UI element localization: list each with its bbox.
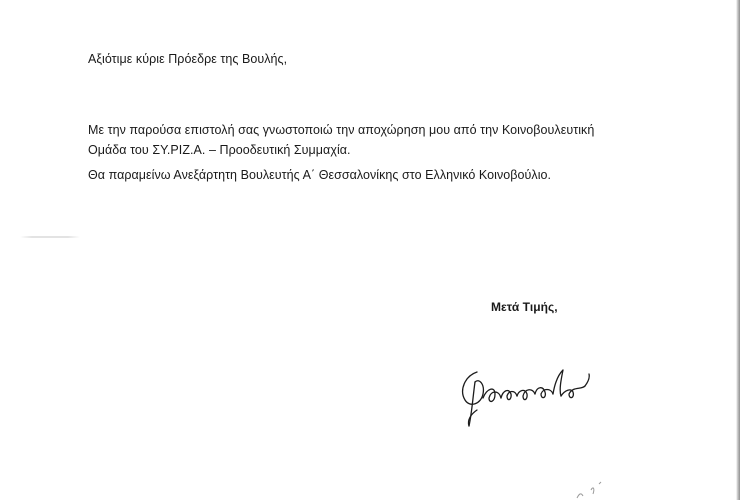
salutation: Αξιότιμε κύριε Πρόεδρε της Βουλής, xyxy=(88,52,288,66)
handwritten-signature xyxy=(455,360,605,430)
paragraph-2: Θα παραμείνω Ανεξάρτητη Βουλευτής Α΄ Θεσσαλονίκης στο Ελληνικό Κοινοβούλιο. xyxy=(88,168,552,182)
paragraph-1-line-1: Με την παρούσα επιστολή σας γνωστοποιώ την αποχώρηση μου από την Κοινοβουλευτική xyxy=(88,123,595,137)
closing: Μετά Τιμής, xyxy=(491,300,558,314)
scan-edge xyxy=(736,0,740,500)
scan-smudge xyxy=(20,236,80,238)
paragraph-1-line-2: Ομάδα του ΣΥ.ΡΙΖ.Α. – Προοδευτική Συμμαχία. xyxy=(88,143,351,157)
corner-scan-mark xyxy=(565,478,615,500)
